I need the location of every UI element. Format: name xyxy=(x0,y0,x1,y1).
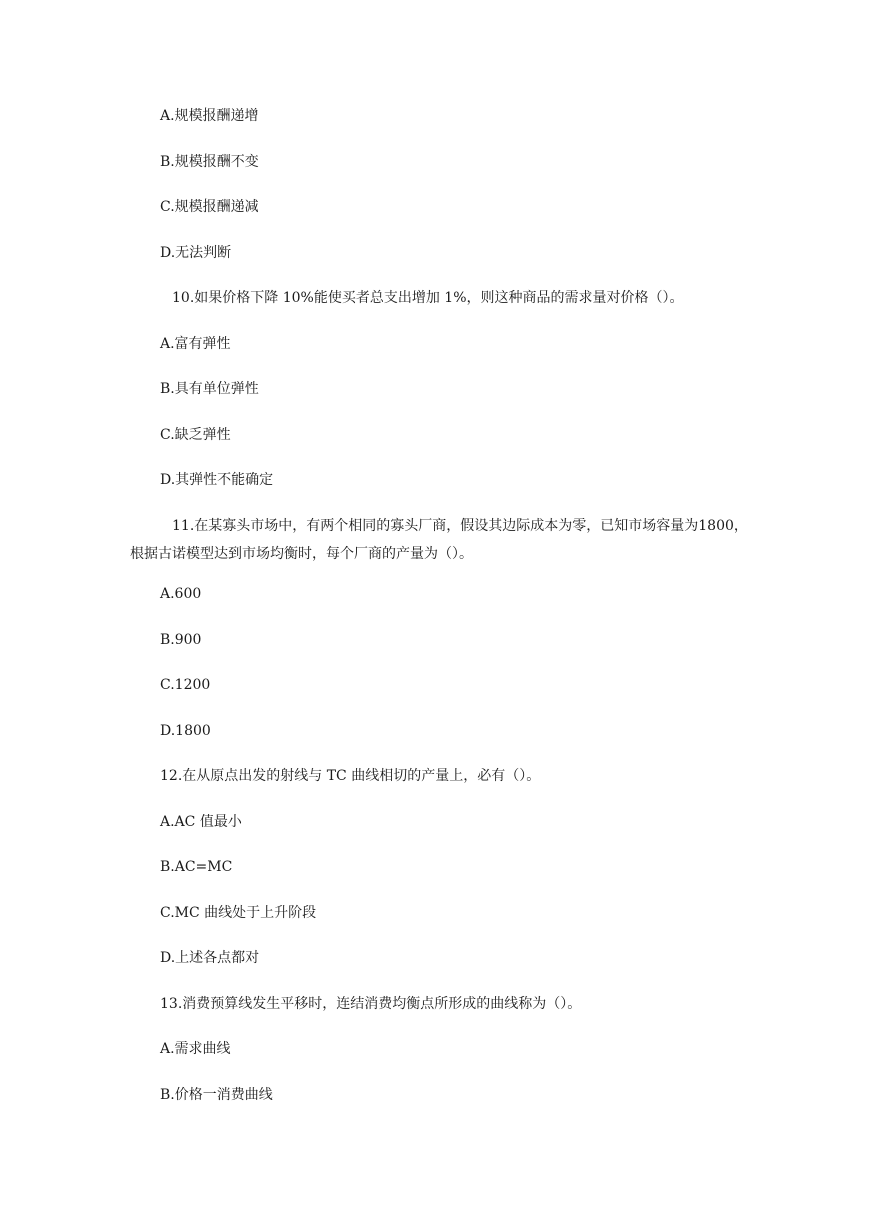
q12-option-a: A.AC 值最小 xyxy=(160,814,242,830)
q11-option-b: B.900 xyxy=(160,632,202,648)
q10-option-d: D.其弹性不能确定 xyxy=(160,472,274,488)
q11-option-d: D.1800 xyxy=(160,723,211,739)
q11-option-c: C.1200 xyxy=(160,677,211,693)
q13-option-a: A.需求曲线 xyxy=(160,1041,231,1057)
q11-option-a: A.600 xyxy=(160,586,202,602)
q9-option-a: A.规模报酬递增 xyxy=(160,108,259,124)
q13-option-b: B.价格一消费曲线 xyxy=(160,1087,273,1103)
q9-option-b: B.规模报酬不变 xyxy=(160,154,259,170)
q12-option-c: C.MC 曲线处于上升阶段 xyxy=(160,905,317,921)
q13-stem: 13.消费预算线发生平移时，连结消费均衡点所形成的曲线称为（）。 xyxy=(160,996,582,1012)
q10-option-c: C.缺乏弹性 xyxy=(160,427,231,443)
q12-stem: 12.在从原点出发的射线与 TC 曲线相切的产量上，必有（）。 xyxy=(160,768,541,784)
q10-option-a: A.富有弹性 xyxy=(160,336,231,352)
q11-stem: 11.在某寡头市场中，有两个相同的寡头厂商，假设其边际成本为零，已知市场容量为1800，根据古诺模型达到市场均衡时，每个厂商的产量为（）。 xyxy=(130,518,748,562)
q10-stem: 10.如果价格下降 10%能使买者总支出增加 1%，则这种商品的需求量对价格（）。 xyxy=(172,290,684,306)
q12-option-b: B.AC=MC xyxy=(160,859,233,875)
q9-option-c: C.规模报酬递减 xyxy=(160,199,259,215)
q9-option-d: D.无法判断 xyxy=(160,245,232,261)
q12-option-d: D.上述各点都对 xyxy=(160,950,260,966)
q10-option-b: B.具有单位弹性 xyxy=(160,381,259,397)
